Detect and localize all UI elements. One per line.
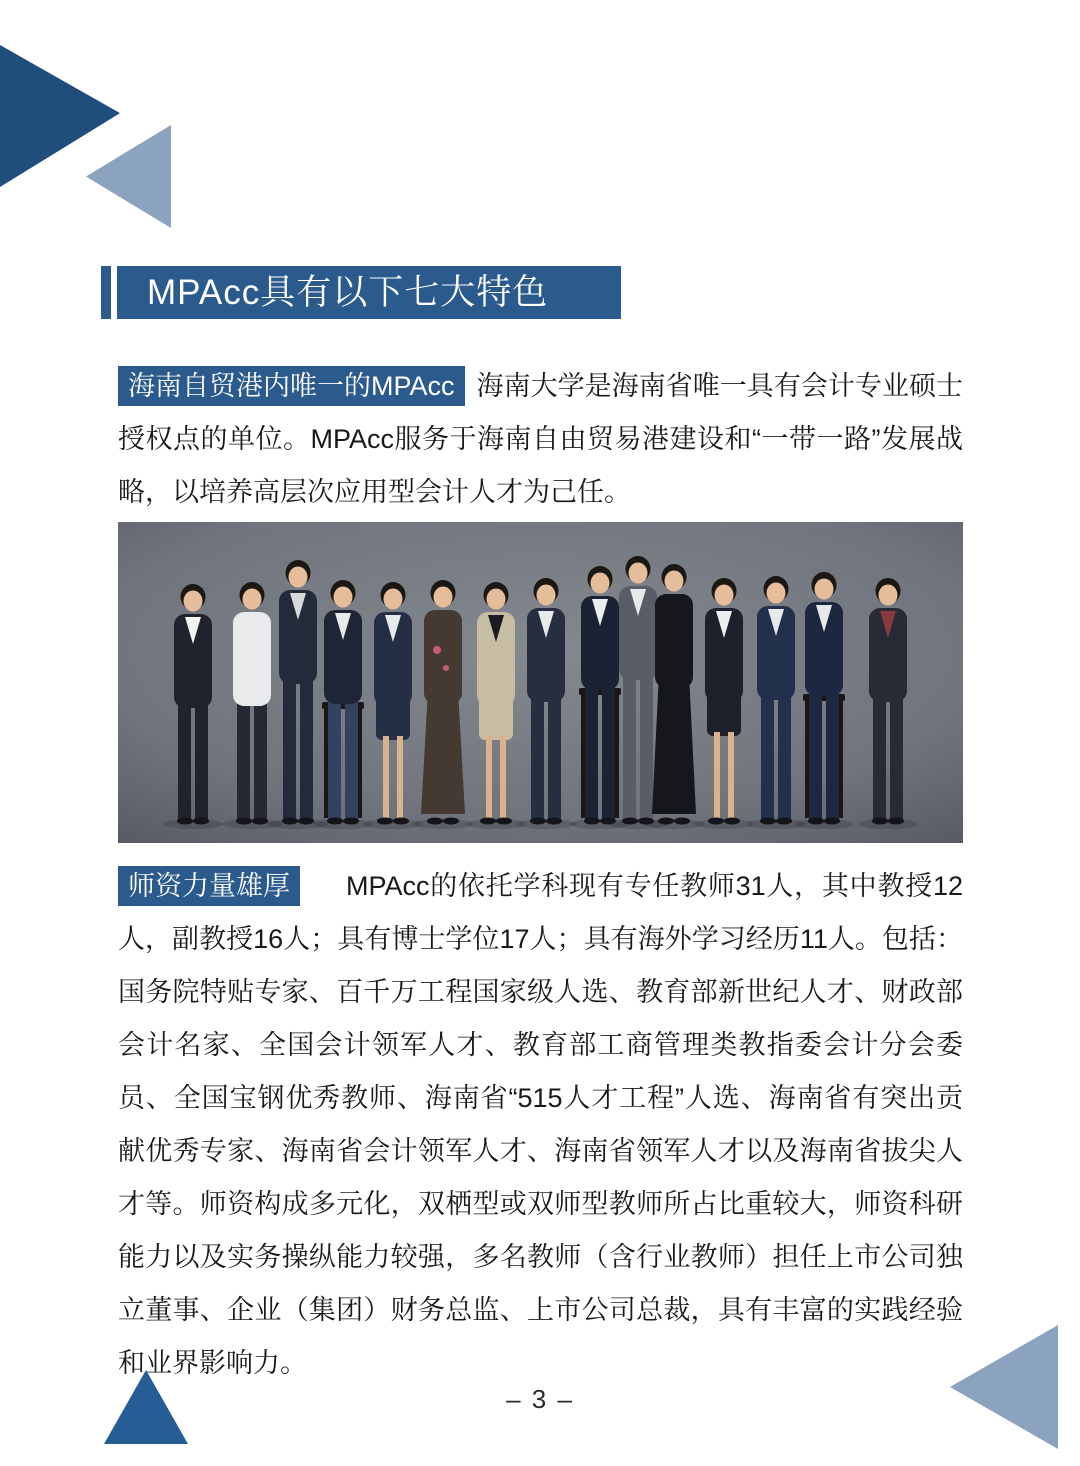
feature-paragraph-1 (118, 360, 963, 519)
header-accent-stripe (101, 266, 111, 319)
page-number: – 3 – (506, 1384, 574, 1414)
feature-paragraph-2 (118, 860, 963, 1390)
feature-2-text: MPAcc的依托学科现有专任教师31人，其中教授12人，副教授16人；具有博士学位17人；具有海外学习经历11人。包括：国务院特贴专家、百千万工程国家级人选、教育部新世纪人才、财政部会计名家、全国会计领军人才、教育部工商管理类教指委会计分会委员、全国宝钢优秀教师、海南省“515人才工程”人选、海南省有突出贡献优秀专家、海南省会计领军人才、海南省领军人才以及海南省拔尖人才等。师资构成多元化，双栖型或双师型教师所占比重较大，师资科研能力以及实务操纵能力较强，多名教师（含行业教师）担任上市公司独立董事、企业（集团）财务总监、上市公司总裁，具有丰富的实践经验和业界影响力。 (118, 871, 963, 1378)
feature-2-label: 师资力量雄厚 (118, 866, 300, 906)
feature-1-label: 海南自贸港内唯一的MPAcc (118, 366, 465, 406)
section-header (101, 266, 621, 319)
page-title: MPAcc具有以下七大特色 (117, 266, 621, 319)
faculty-group-photo (118, 522, 963, 843)
faculty-group-photo-canvas (118, 522, 963, 843)
decor-triangle-top-left-dark (0, 45, 120, 187)
decor-triangle-bottom-right (950, 1325, 1058, 1449)
decor-triangle-top-left-light (86, 125, 171, 228)
feature-1-text: 海南大学是海南省唯一具有会计专业硕士授权点的单位。MPAcc服务于海南自由贸易港建设和“一带一路”发展战略，以培养高层次应用型会计人才为己任。 (118, 371, 963, 507)
